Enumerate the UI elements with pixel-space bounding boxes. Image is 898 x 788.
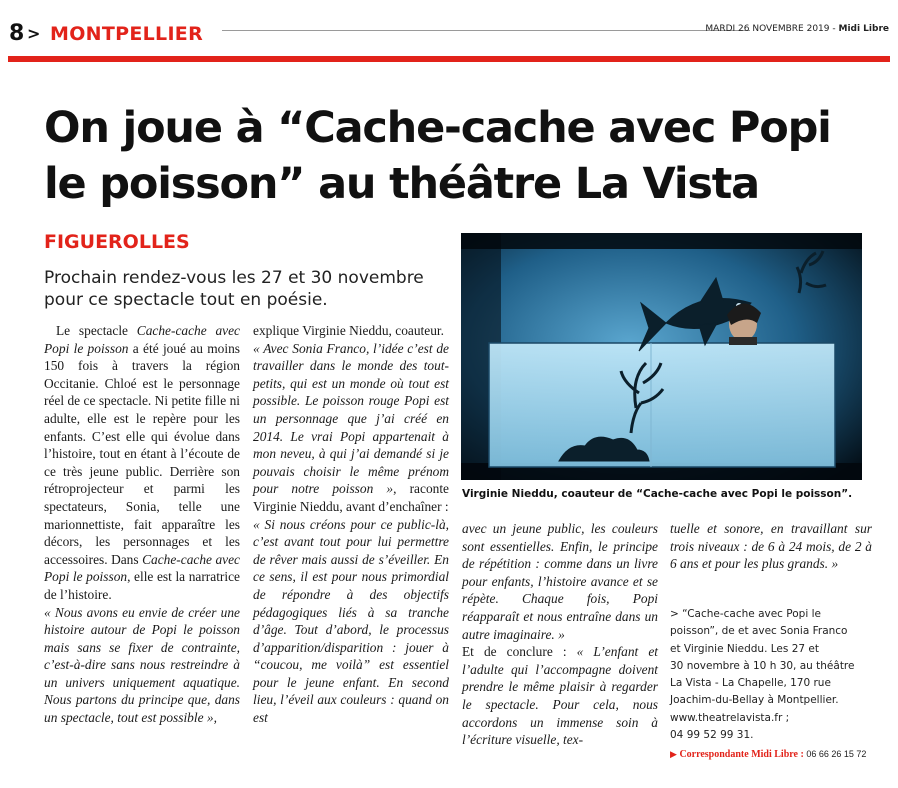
dateline [705, 24, 889, 34]
info-line: Joachim-du-Bellay à Montpellier. [670, 694, 839, 707]
credit-phone: 06 66 26 15 72 [806, 749, 867, 759]
page-arrow-icon: > [27, 24, 41, 43]
credit-label: Correspondante Midi Libre : [679, 749, 804, 760]
photo-caption: Virginie Nieddu, coauteur de “Cache-cache avec Popi le poisson”. [462, 488, 853, 500]
quote-paragraph: « Avec Sonia Franco, l’idée c’est de travailler dans le monde des tout-petits, qui est un monde où tout est possible. Le poisson rouge Popi est un personnage que j’ai créé en 2014. Le vrai Popi appartenait à mon neveu, à qui j’ai demandé si je pouvais choisir le même prénom pour notre poisson », raconte Virginie Nieddu, avant d’enchaîner : [253, 340, 449, 514]
body-column-2 [253, 322, 449, 727]
paragraph: Le spectacle Cache-cache avec Popi le poisson a été joué au moins 150 fois à travers la région Occitanie. Chloé est le personnage réel de ce spectacle. Ni petite fille ni adulte, elle est le repère pour les enfants. C’est elle qui évolue dans l’histoire, tout en étant à l’écoute de ce très jeune public. Derrière son rétroprojecteur et parmi les spectateurs, Sonia, telle une marionnettiste, fait apparaître les décors, les personnages et les accessoires. Dans Cache-cache avec Popi le poisson, elle est la narratrice de l’histoire. [44, 323, 241, 602]
body-column-1 [44, 322, 240, 727]
website-link[interactable]: www.theatrelavista.fr ; [670, 711, 790, 724]
article-deck: Prochain rendez-vous les 27 et 30 novembre pour ce spectacle tout en poésie. [44, 268, 424, 310]
body-column-3 [462, 520, 658, 749]
phone-number: 04 99 52 99 31. [670, 729, 754, 742]
page-number: 8 [9, 21, 25, 46]
header-rule [222, 30, 750, 31]
quote-paragraph: avec un jeune public, les couleurs sont essentielles. Enfin, le principe de répétition : comme dans un livre pour enfants, l’histoire avance et se répète. Chaque fois, Popi réapparaît et nous entraîne dans un autre imaginaire. » [462, 521, 658, 642]
header-red-bar [8, 56, 890, 62]
info-line: > “Cache-cache avec Popi le [670, 608, 821, 620]
practical-info-box [670, 606, 880, 744]
quote-paragraph: « Nous avons eu envie de créer une histoire autour de Popi le poisson mais sans se fixer de contrainte, c’est-à-dire sans nous restreindre à un univers uniquement aquatique. Nous partons du principe que, dans un spectacle, tout est possible », [44, 604, 240, 726]
paragraph: Et de conclure : « L’enfant et l’adulte qui l’accompagne doivent prendre le même plaisir à regarder le spectacle. Pour cela, nous accordons un immense soin à l’écriture visuelle, tex- [462, 644, 658, 748]
article-kicker: FIGUEROLLES [44, 231, 190, 253]
paragraph: explique Virginie Nieddu, coauteur. [253, 323, 444, 338]
body-column-4 [670, 520, 872, 573]
info-line: La Vista - La Chapelle, 170 rue [670, 677, 831, 690]
correspondent-credit [670, 749, 890, 760]
info-line: poisson”, de et avec Sonia Franco [670, 625, 848, 638]
info-line: et Virginie Nieddu. Les 27 et [670, 642, 819, 655]
publication-name: Midi Libre [838, 24, 889, 34]
article-title: On joue à “Cache-cache avec Popi le poisson” au théâtre La Vista [44, 103, 831, 209]
puppet-theatre-photo [461, 233, 862, 480]
quote-paragraph: tuelle et sonore, en travaillant sur trois niveaux : de 6 à 24 mois, de 2 à 6 ans et pour les plus grands. » [670, 521, 872, 572]
triangle-marker-icon: ▶ [670, 749, 677, 759]
section-title: MONTPELLIER [50, 23, 204, 45]
date-text: MARDI 26 NOVEMBRE 2019 - [705, 24, 839, 34]
quote-paragraph: « Si nous créons pour ce public-là, c’est avant tout pour lui permettre de rêver mais aussi de s’éveiller. En ce sens, il est pour nous primordial de répondre à des objectifs pédagogiques liés à sa tranche d’âge. Tout d’abord, le processus d’apparition/disparition : jouer à “coucou, me voilà” est essentiel pour le jeune enfant. En second lieu, l’éveil aux couleurs : quand on est [253, 516, 449, 726]
info-line: 30 novembre à 10 h 30, au théâtre [670, 659, 855, 672]
